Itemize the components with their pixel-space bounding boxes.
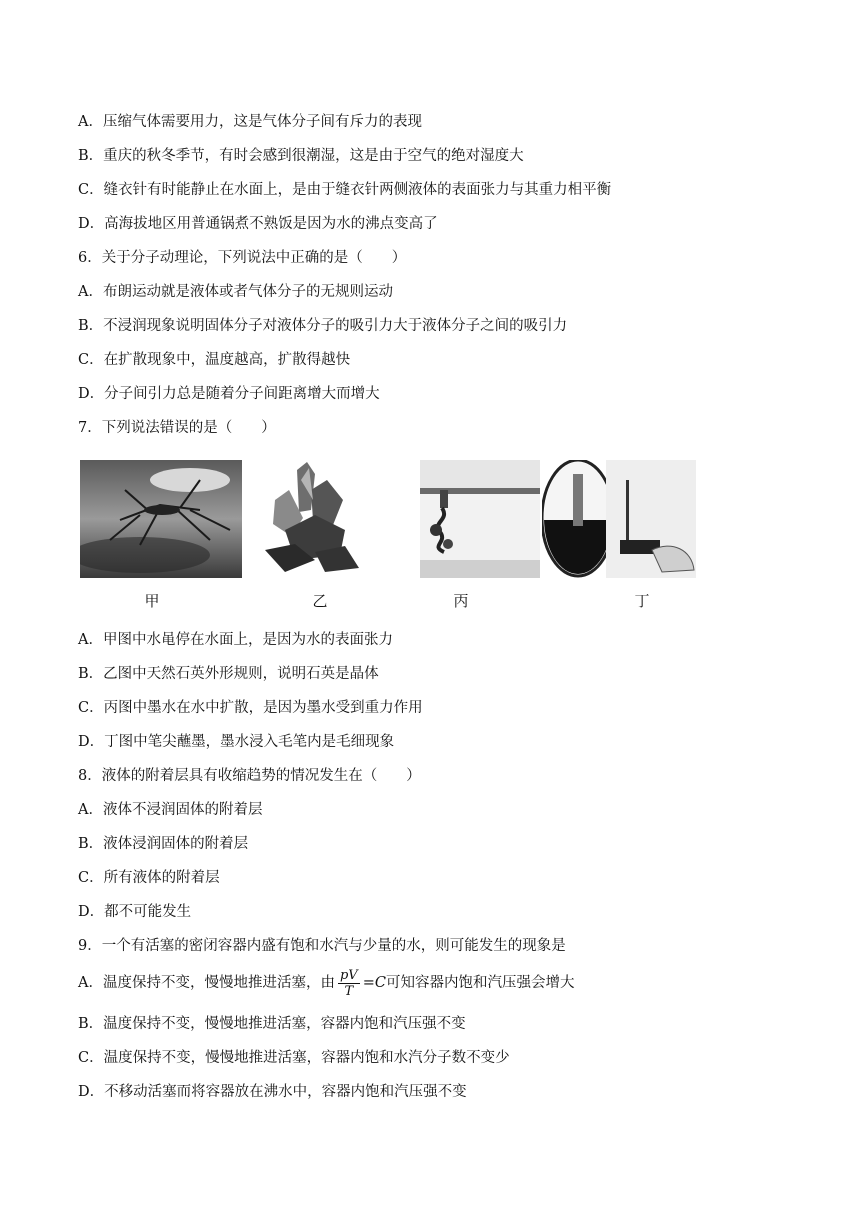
figure-caption-yi: 乙: [312, 592, 328, 610]
pv-over-t-fraction: [338, 968, 360, 999]
q6-option-d: D．分子间引力总是随着分子间距离增大而增大: [78, 386, 380, 402]
q6-stem: 6．关于分子动理论，下列说法中正确的是（ ）: [78, 250, 407, 266]
q8-option-b: B．液体浸润固体的附着层: [78, 836, 249, 852]
q7-option-d: D．丁图中笔尖蘸墨，墨水浸入毛笔内是毛细现象: [78, 734, 395, 750]
equals-sign: =: [362, 975, 375, 991]
quartz-crystal-photo: [255, 460, 365, 578]
q7-option-a: A．甲图中水黾停在水面上，是因为水的表面张力: [78, 632, 393, 648]
q6-option-a: A．布朗运动就是液体或者气体分子的无规则运动: [78, 284, 393, 300]
q6-option-b: B．不浸润现象说明固体分子对液体分子的吸引力大于液体分子之间的吸引力: [78, 318, 568, 334]
q7-option-c: C．丙图中墨水在水中扩散，是因为墨水受到重力作用: [78, 700, 423, 716]
ink-diffusion-photo: [420, 460, 540, 578]
q5-option-c: C．缝衣针有时能静止在水面上，是由于缝衣针两侧液体的表面张力与其重力相平衡: [78, 182, 612, 198]
q7-option-b: B．乙图中天然石英外形规则，说明石英是晶体: [78, 666, 379, 682]
fraction-numerator: pV: [339, 967, 358, 983]
q7-stem: 7．下列说法错误的是（ ）: [78, 420, 276, 436]
figure-caption-ding: 丁: [634, 592, 650, 610]
q8-option-c: C．所有液体的附着层: [78, 870, 220, 886]
q5-option-b: B．重庆的秋冬季节，有时会感到很潮湿，这是由于空气的绝对湿度大: [78, 148, 524, 164]
q8-option-d: D．都不可能发生: [78, 904, 192, 920]
figure-caption-bing: 丙: [453, 592, 469, 610]
q5-option-d: D．高海拔地区用普通锅煮不熟饭是因为水的沸点变高了: [78, 216, 438, 232]
q9-option-a-suffix: 可知容器内饱和汽压强会增大: [385, 975, 575, 991]
water-strider-photo: [80, 460, 242, 578]
q7-figures: [80, 460, 696, 610]
constant-c: C: [374, 975, 386, 991]
q9-option-d: D．不移动活塞而将容器放在沸水中，容器内饱和汽压强不变: [78, 1084, 467, 1100]
q9-option-b: B．温度保持不变，慢慢地推进活塞，容器内饱和汽压强不变: [78, 1016, 466, 1032]
q8-stem: 8．液体的附着层具有收缩趋势的情况发生在（ ）: [78, 768, 421, 784]
q8-option-a: A．液体不浸润固体的附着层: [78, 802, 263, 818]
q9-option-c: C．温度保持不变，慢慢地推进活塞，容器内饱和水汽分子数不变少: [78, 1050, 510, 1066]
q9-option-a-prefix: A．温度保持不变，慢慢地推进活塞，由: [78, 975, 335, 991]
brush-ink-photo: [542, 460, 696, 578]
q9-option-a: [78, 966, 574, 1000]
q5-option-a: A．压缩气体需要用力，这是气体分子间有斥力的表现: [78, 114, 422, 130]
figure-caption-jia: 甲: [144, 592, 160, 610]
q6-option-c: C．在扩散现象中，温度越高，扩散得越快: [78, 352, 351, 368]
fraction-denominator: T: [344, 983, 354, 999]
q9-stem: 9．一个有活塞的密闭容器内盛有饱和水汽与少量的水，则可能发生的现象是: [78, 938, 566, 954]
